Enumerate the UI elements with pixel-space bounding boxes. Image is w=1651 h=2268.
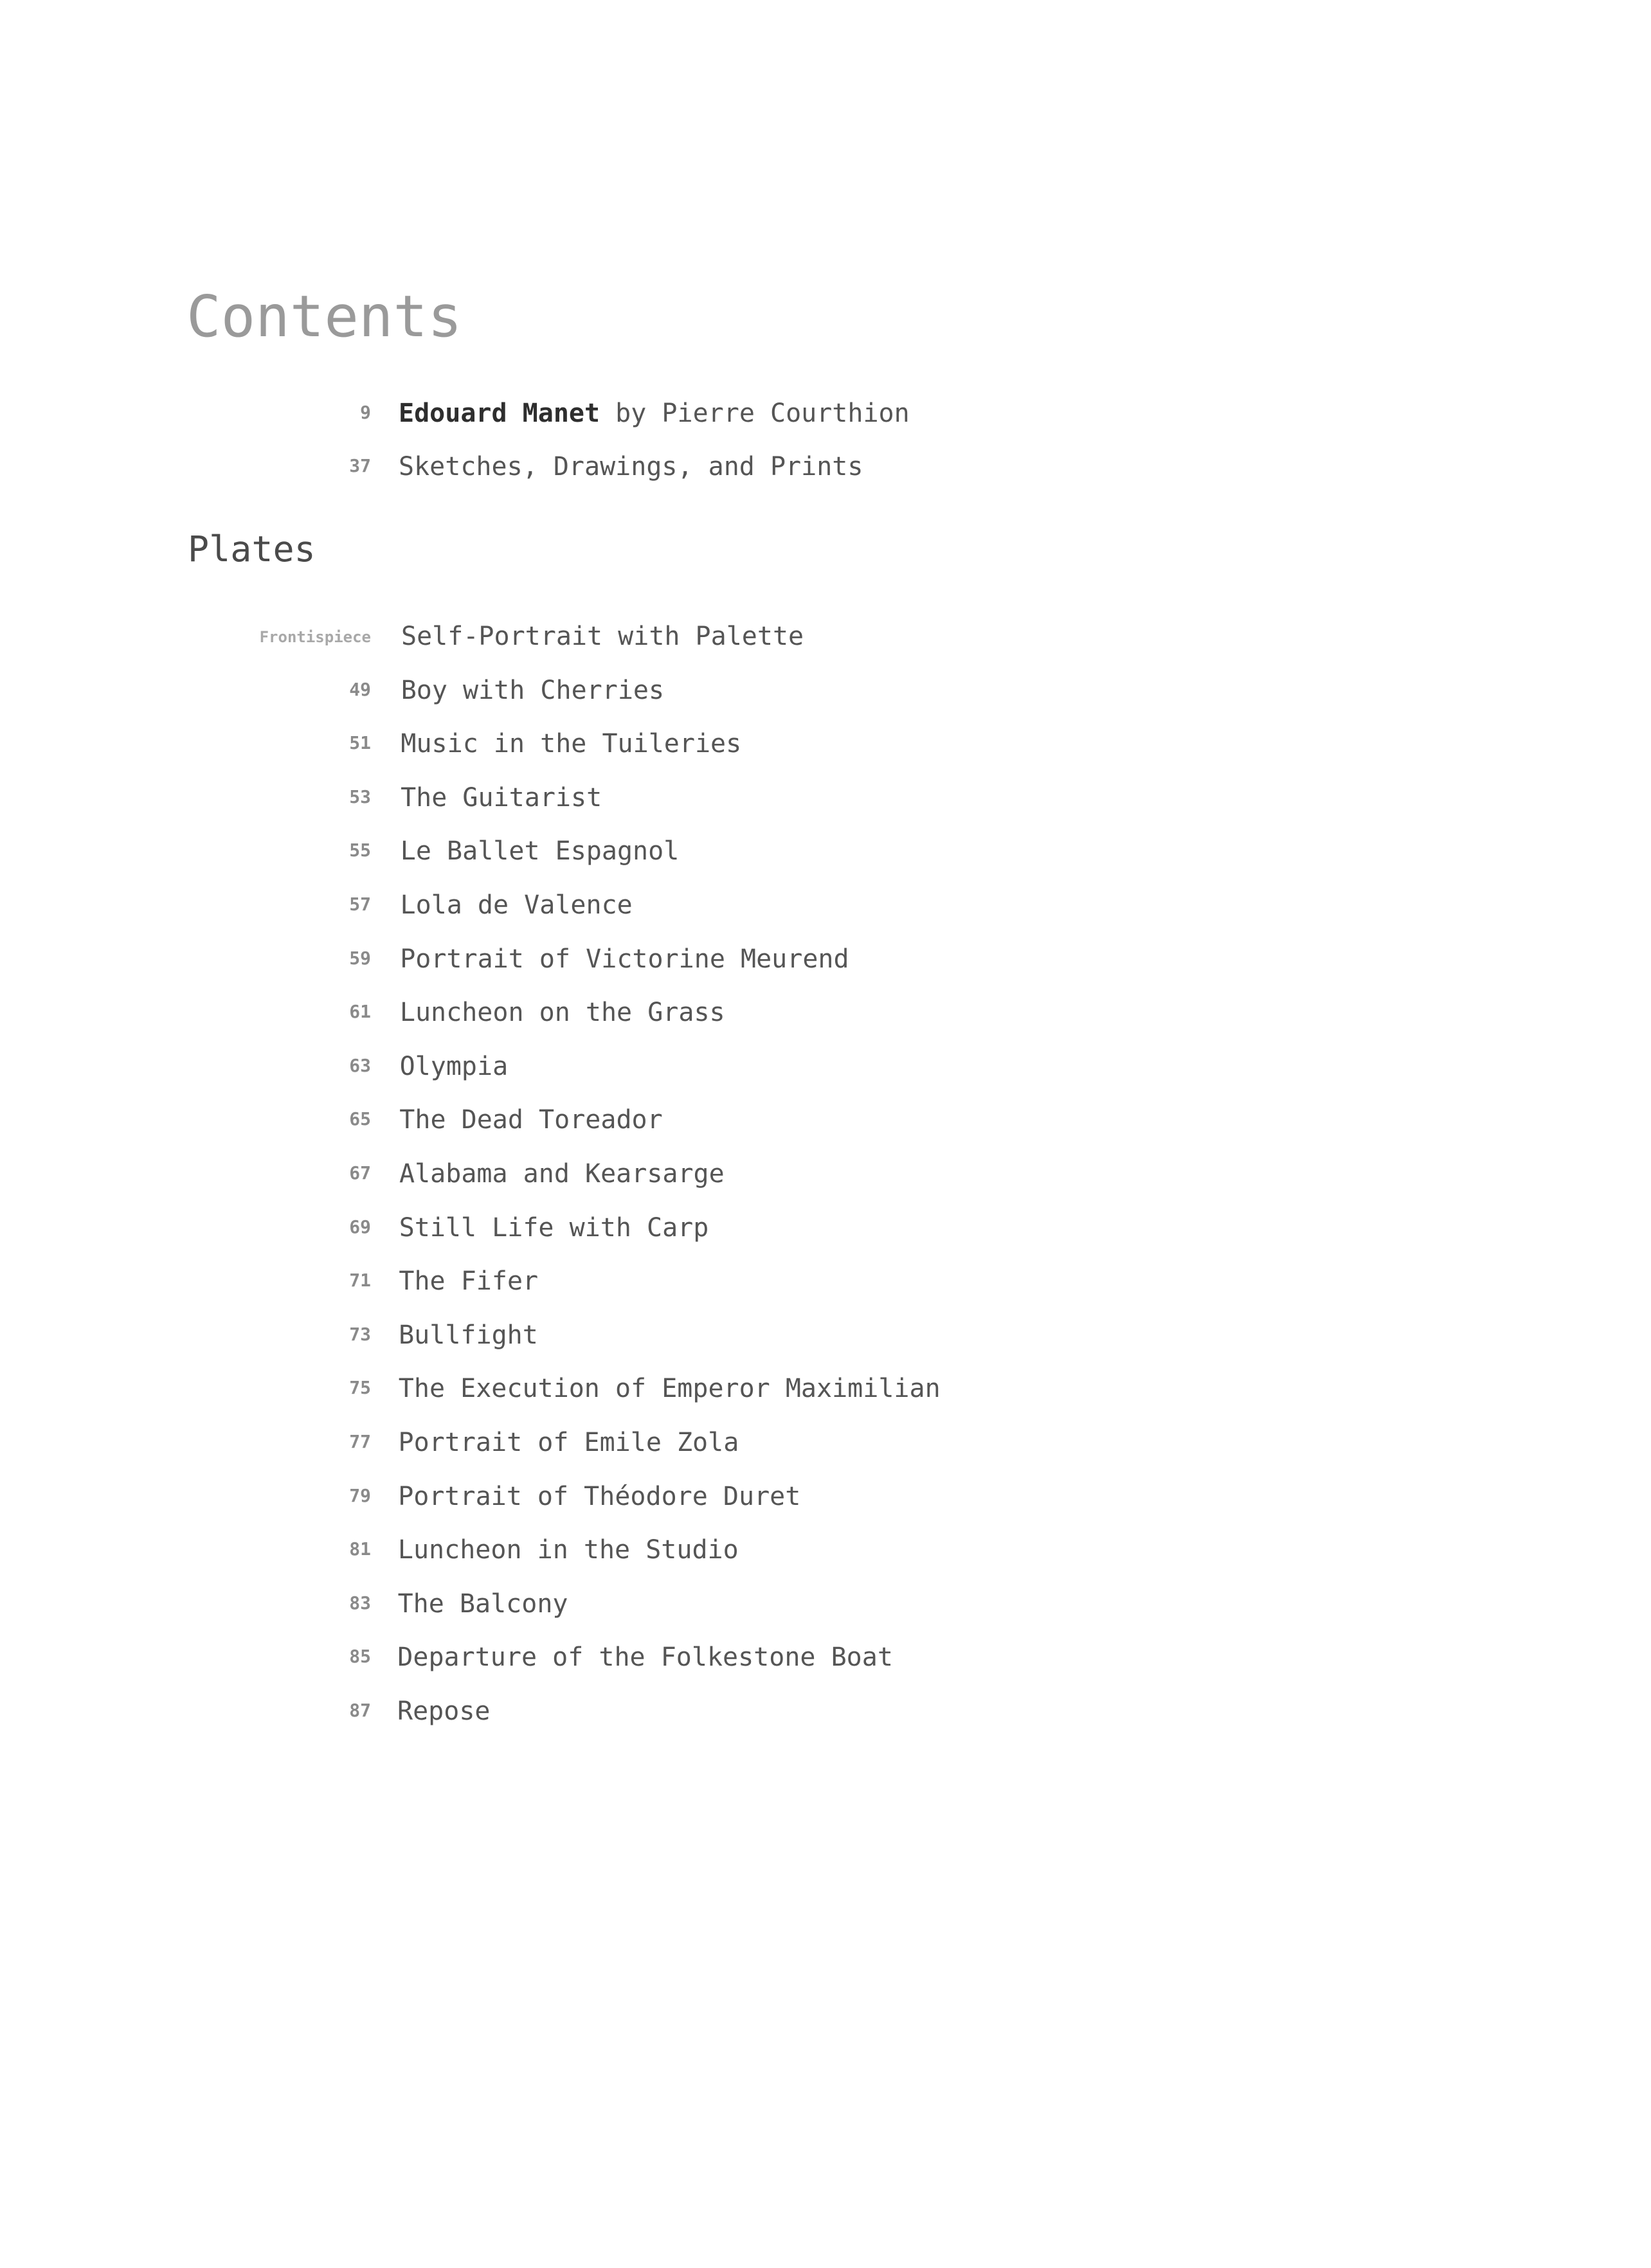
page-number: Frontispiece bbox=[259, 628, 371, 646]
page-number: 73 bbox=[349, 1323, 371, 1345]
plate-title: Lola de Valence bbox=[400, 890, 633, 920]
contents-title: Contents bbox=[186, 283, 462, 350]
page-number: 63 bbox=[349, 1054, 371, 1076]
plate-title: Luncheon on the Grass bbox=[399, 998, 725, 1028]
plate-entry[interactable] bbox=[0, 1043, 1286, 1081]
plate-entry[interactable] bbox=[0, 1526, 1286, 1565]
page-number: 37 bbox=[349, 455, 371, 476]
plate-title: Boy with Cherries bbox=[401, 675, 665, 705]
plate-title: Departure of the Folkestone Boat bbox=[397, 1643, 893, 1673]
plate-title: Olympia bbox=[399, 1051, 509, 1081]
plate-title: The Guitarist bbox=[401, 782, 602, 813]
page-number: 49 bbox=[349, 678, 371, 700]
page-number: 71 bbox=[349, 1270, 371, 1292]
plate-title: Still Life with Carp bbox=[399, 1212, 709, 1243]
plate-title: Alabama and Kearsarge bbox=[399, 1159, 725, 1189]
plate-title: Bullfight bbox=[399, 1320, 538, 1350]
plate-entry[interactable] bbox=[0, 1634, 1286, 1672]
page-number: 9 bbox=[360, 402, 371, 423]
page-number: 87 bbox=[349, 1700, 371, 1721]
plate-title: Self-Portrait with Palette bbox=[401, 622, 804, 651]
toc-entry[interactable] bbox=[0, 390, 1286, 428]
entry-title: Sketches, Drawings, and Prints bbox=[399, 452, 863, 482]
toc-entry[interactable] bbox=[0, 443, 1286, 482]
plate-title: The Balcony bbox=[397, 1589, 568, 1619]
plate-entry[interactable] bbox=[0, 720, 1286, 759]
page-number: 77 bbox=[349, 1431, 371, 1452]
page-number: 53 bbox=[349, 786, 371, 807]
page-number: 51 bbox=[349, 732, 371, 754]
plate-title: Portrait of Emile Zola bbox=[398, 1428, 739, 1457]
plate-title: Music in the Tuileries bbox=[401, 729, 742, 759]
plate-entry[interactable] bbox=[0, 1150, 1286, 1189]
plate-entry[interactable] bbox=[0, 774, 1286, 813]
plate-title: Portrait of Victorine Meurend bbox=[400, 944, 849, 974]
page-number: 55 bbox=[349, 840, 371, 861]
plate-entry[interactable] bbox=[0, 667, 1286, 705]
plate-entry[interactable] bbox=[0, 1204, 1286, 1243]
plate-entry[interactable] bbox=[0, 1257, 1286, 1296]
plate-title: Luncheon in the Studio bbox=[397, 1535, 739, 1565]
plate-title: Portrait of Théodore Duret bbox=[398, 1481, 801, 1511]
page-number: 81 bbox=[349, 1538, 371, 1560]
plate-entry[interactable] bbox=[0, 935, 1286, 974]
plate-title: Le Ballet Espagnol bbox=[400, 836, 680, 867]
entry-title bbox=[399, 399, 910, 428]
page-number: 59 bbox=[349, 947, 371, 969]
page-number: 57 bbox=[349, 894, 371, 915]
plate-entry[interactable] bbox=[0, 1311, 1286, 1350]
entry-title-strong: Edouard Manet bbox=[399, 399, 600, 428]
plate-entry[interactable] bbox=[0, 1473, 1286, 1511]
plates-title: Plates bbox=[188, 528, 316, 570]
entry-title-rest: by Pierre Courthion bbox=[600, 399, 910, 428]
plate-entry[interactable] bbox=[0, 827, 1286, 866]
plate-entry[interactable] bbox=[0, 989, 1286, 1027]
plate-entry[interactable] bbox=[0, 1365, 1286, 1403]
plate-title: The Execution of Emperor Maximilian bbox=[398, 1374, 941, 1404]
page-number: 69 bbox=[349, 1216, 371, 1238]
plate-entry[interactable] bbox=[0, 1580, 1286, 1619]
plate-entry[interactable] bbox=[0, 1419, 1286, 1457]
page-number: 75 bbox=[349, 1377, 371, 1399]
page-number: 61 bbox=[349, 1001, 371, 1023]
plate-title: The Fifer bbox=[399, 1266, 539, 1297]
page-number: 67 bbox=[349, 1162, 371, 1184]
plate-entry[interactable] bbox=[0, 881, 1286, 920]
plate-entry[interactable] bbox=[0, 1688, 1286, 1726]
plate-entry[interactable] bbox=[0, 613, 1286, 651]
page-number: 79 bbox=[349, 1484, 371, 1506]
plate-entry[interactable] bbox=[0, 1096, 1286, 1135]
plate-title: The Dead Toreador bbox=[399, 1105, 663, 1135]
page-number: 65 bbox=[349, 1108, 371, 1130]
page-number: 83 bbox=[349, 1592, 371, 1614]
page-number: 85 bbox=[349, 1646, 371, 1668]
plate-title: Repose bbox=[397, 1697, 491, 1726]
